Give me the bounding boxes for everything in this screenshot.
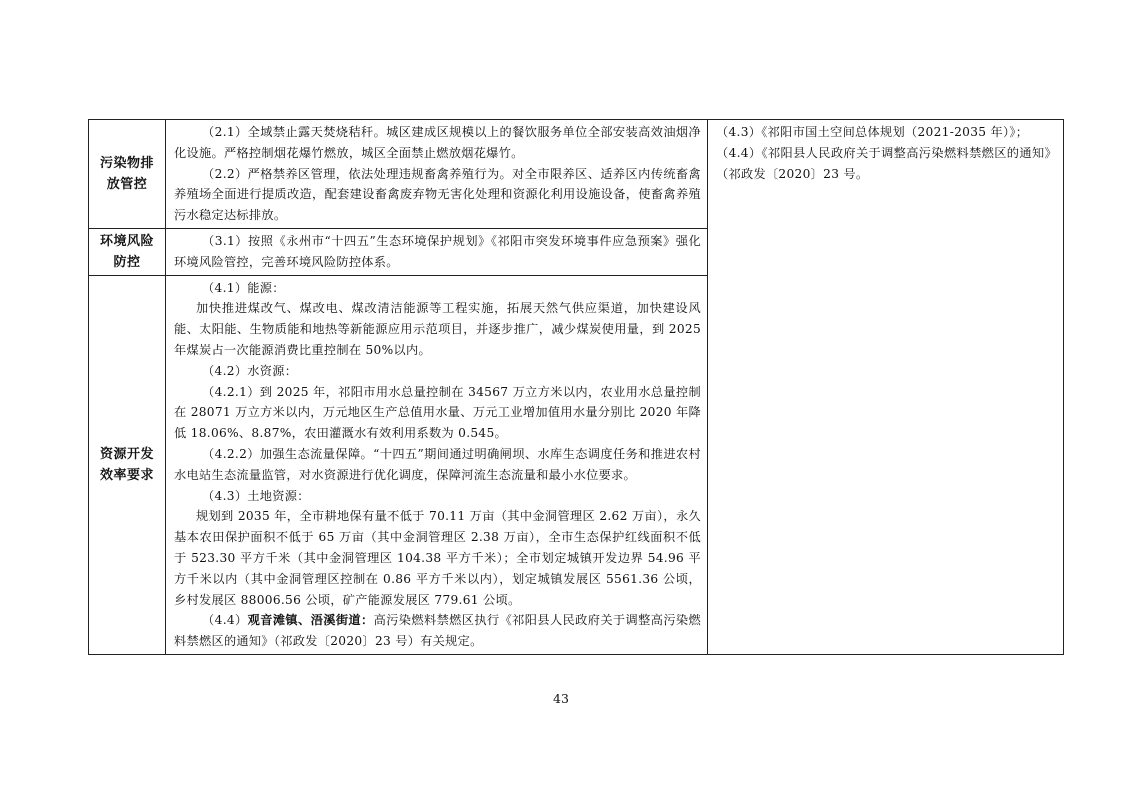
category-cell (89, 228, 166, 275)
paragraph (174, 610, 701, 652)
table-row (89, 120, 1064, 229)
paragraph-prefix: （4.4） (202, 613, 248, 628)
paragraph: （2.1）全域禁止露天焚烧秸秆。城区建成区规模以上的餐饮服务单位全部安装高效油烟净化设施。严格控制烟花爆竹燃放，城区全面禁止燃放烟花爆竹。 (174, 125, 701, 160)
content-cell (166, 228, 708, 275)
paragraph: （3.1）按照《永州市“十四五”生态环境保护规划》《祁阳市突发环境事件应急预案》强化环境风险管控，完善环境风险防控体系。 (174, 233, 701, 269)
category-cell (89, 120, 166, 229)
page-number: 43 (553, 691, 569, 706)
category-cell (89, 275, 166, 654)
paragraph: 规划到 2035 年，全市耕地保有量不低于 70.11 万亩（其中金洞管理区 2.62 万亩），永久基本农田保护面积不低于 65 万亩（其中金洞管理区 2.38 万亩），全市生态保护红线面积不低于 523.30 平方千米（其中金洞管理区 104.38 平方千米）；全市划定城镇开发边界 54.96 平方千米以内（其中金洞管理区控制在 0.86 平方千米以内），划定城镇发展区 5561.36 公顷，乡村发展区 88006.56 公顷，矿产能源发展区 779.61 公顷。 (174, 509, 701, 607)
paragraph: （4.3）土地资源： (202, 488, 310, 503)
category-label: 环境风险 防控 (99, 233, 154, 270)
paragraph: （4.2.1）到 2025 年，祁阳市用水总量控制在 34567 万立方米以内，农业用水总量控制在 28071 万立方米以内，万元地区生产总值用水量、万元工业增加值用水量分别比 2020 年降低 18.06%、8.87%，农田灌溉水有效利用系数为 0.545。 (174, 384, 701, 441)
paragraph: 加快推进煤改气、煤改电、煤改清洁能源等工程实施，拓展天然气供应渠道，加快建设风能、太阳能、生物质能和地热等新能源应用示范项目，并逐步推广，减少煤炭使用量，到 2025 年煤炭占一次能源消费比重控制在 50%以内。 (174, 301, 701, 357)
paragraph: （2.2）严格禁养区管理，依法处理违规畜禽养殖行为。对全市限养区、适养区内传统畜禽养殖场全面进行提质改造，配套建设畜禽废弃物无害化处理和资源化利用设施设备，使畜禽养殖污水稳定达标排放。 (174, 166, 701, 223)
reference-cell (708, 120, 1064, 655)
paragraph: （4.2）水资源： (202, 363, 298, 378)
category-label: 资源开发 效率要求 (99, 446, 154, 483)
paragraph: （4.2.2）加强生态流量保障。“十四五”期间通过明确闸坝、水库生态调度任务和推进农村水电站生态流量监管，对水资源进行优化调度，保障河流生态流量和最小水位要求。 (174, 446, 701, 482)
paragraph-bold-location: 观音滩镇、浯溪街道： (247, 613, 374, 628)
reference-item: （4.3）《祁阳市国土空间总体规划（2021-2035 年）》； (716, 125, 1029, 139)
category-label: 污染物排 放管控 (99, 155, 154, 192)
content-cell (166, 275, 708, 654)
paragraph: （4.1）能源： (202, 280, 285, 295)
requirements-table (88, 119, 1064, 655)
paragraph-rest: 高污染燃料禁燃区执行《祁阳县人民政府关于调整高污染燃料禁燃区的通知》（祁政发〔2020〕23 号）有关规定。 (174, 613, 701, 649)
reference-item: （4.4）《祁阳县人民政府关于调整高污染燃料禁燃区的通知》（祁政发〔2020〕23 号。 (716, 145, 1057, 181)
content-cell (166, 120, 708, 229)
